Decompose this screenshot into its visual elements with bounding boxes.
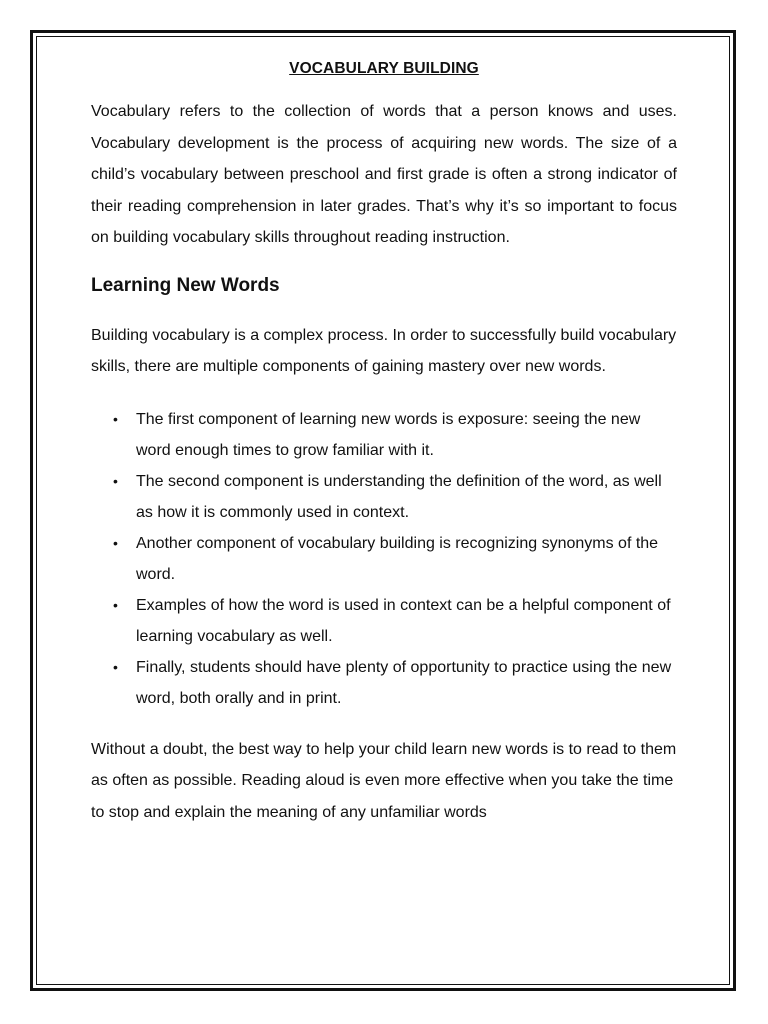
list-item-text: The second component is understanding the definition of the word, as well as how it is commonly used in context. xyxy=(136,472,662,521)
bullet-icon: • xyxy=(113,534,118,551)
document-body xyxy=(91,56,677,828)
bullet-icon: • xyxy=(113,472,118,489)
intro-paragraph: Vocabulary refers to the collection of words that a person knows and uses. Vocabulary development is the process of acquiring new words. The size of a child’s vocabulary between preschool and first grade is often a strong indicator of their reading comprehension in later grades. That’s why it’s so important to focus on building vocabulary skills throughout reading instruction. xyxy=(91,103,677,246)
list-item xyxy=(91,466,677,528)
list-item-text: The first component of learning new words is exposure: seeing the new word enough times to grow familiar with it. xyxy=(136,410,641,459)
list-item-text: Examples of how the word is used in context can be a helpful component of learning vocabulary as well. xyxy=(136,596,671,645)
list-item xyxy=(91,652,677,714)
list-item xyxy=(91,404,677,466)
list-item xyxy=(91,590,677,652)
list-item-text: Another component of vocabulary building is recognizing synonyms of the word. xyxy=(136,534,659,583)
document-title: VOCABULARY BUILDING xyxy=(289,60,479,77)
list-item xyxy=(91,528,677,590)
closing-paragraph: Without a doubt, the best way to help your child learn new words is to read to them as often as possible. Reading aloud is even more effective when you take the time to stop and explain the meaning of any unfamiliar words xyxy=(91,740,677,821)
bullet-icon: • xyxy=(113,596,118,613)
bullet-icon: • xyxy=(113,410,118,427)
bullet-icon: • xyxy=(113,658,118,675)
section-heading: Learning New Words xyxy=(91,274,280,296)
section-paragraph: Building vocabulary is a complex process. In order to successfully build vocabulary skills, there are multiple components of gaining mastery over new words. xyxy=(91,326,677,375)
component-list xyxy=(91,404,677,714)
list-item-text: Finally, students should have plenty of opportunity to practice using the new word, both orally and in print. xyxy=(136,658,672,707)
